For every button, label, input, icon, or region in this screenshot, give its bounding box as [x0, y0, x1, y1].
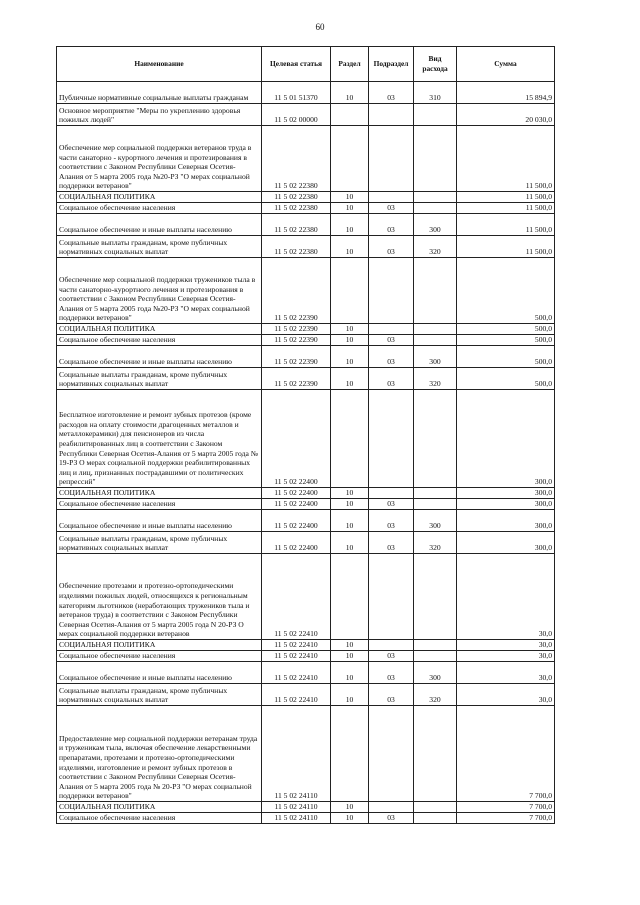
row-target-article: 11 5 02 22410 — [262, 662, 331, 684]
row-subsection — [369, 554, 414, 640]
row-target-article: 11 5 02 24110 — [262, 813, 331, 824]
table-row — [57, 368, 555, 390]
row-subsection: 03 — [369, 662, 414, 684]
table-row — [57, 390, 555, 488]
row-subsection — [369, 324, 414, 335]
row-name: Публичные нормативные социальные выплаты гражданам — [57, 82, 262, 104]
header-expense-type: Вид расхода — [414, 47, 457, 82]
row-subsection — [369, 706, 414, 802]
row-amount: 11 500,0 — [457, 214, 555, 236]
row-expense-type — [414, 104, 457, 126]
row-target-article: 11 5 02 00000 — [262, 104, 331, 126]
row-subsection: 03 — [369, 82, 414, 104]
row-name: СОЦИАЛЬНАЯ ПОЛИТИКА — [57, 324, 262, 335]
row-expense-type — [414, 390, 457, 488]
row-subsection: 03 — [369, 813, 414, 824]
row-target-article: 11 5 02 24110 — [262, 802, 331, 813]
row-name: Социальное обеспечение населения — [57, 335, 262, 346]
row-amount: 500,0 — [457, 368, 555, 390]
row-amount: 11 500,0 — [457, 126, 555, 192]
table-row — [57, 82, 555, 104]
row-amount: 300,0 — [457, 390, 555, 488]
row-expense-type — [414, 126, 457, 192]
row-amount: 11 500,0 — [457, 192, 555, 203]
row-subsection: 03 — [369, 368, 414, 390]
row-amount: 7 700,0 — [457, 813, 555, 824]
row-expense-type: 300 — [414, 510, 457, 532]
row-expense-type — [414, 640, 457, 651]
row-subsection: 03 — [369, 236, 414, 258]
row-subsection: 03 — [369, 510, 414, 532]
row-name: СОЦИАЛЬНАЯ ПОЛИТИКА — [57, 488, 262, 499]
budget-table — [56, 46, 555, 824]
row-amount: 300,0 — [457, 488, 555, 499]
row-section — [331, 554, 369, 640]
row-name: СОЦИАЛЬНАЯ ПОЛИТИКА — [57, 640, 262, 651]
row-subsection: 03 — [369, 499, 414, 510]
row-amount: 500,0 — [457, 258, 555, 324]
row-target-article: 11 5 02 22400 — [262, 488, 331, 499]
row-section — [331, 126, 369, 192]
row-amount: 500,0 — [457, 335, 555, 346]
row-name: Социальное обеспечение населения — [57, 813, 262, 824]
table-row — [57, 499, 555, 510]
table-row — [57, 706, 555, 802]
table-body — [57, 82, 555, 824]
row-section: 10 — [331, 324, 369, 335]
row-subsection — [369, 640, 414, 651]
row-name: Социальные выплаты гражданам, кроме публичных нормативных социальных выплат — [57, 236, 262, 258]
row-section: 10 — [331, 82, 369, 104]
table-row — [57, 346, 555, 368]
row-subsection: 03 — [369, 335, 414, 346]
row-target-article: 11 5 02 22380 — [262, 236, 331, 258]
row-name: Социальное обеспечение населения — [57, 651, 262, 662]
table-row — [57, 802, 555, 813]
row-name: Социальное обеспечение и иные выплаты населению — [57, 346, 262, 368]
table-row — [57, 488, 555, 499]
row-expense-type: 310 — [414, 82, 457, 104]
table-row — [57, 554, 555, 640]
row-target-article: 11 5 02 22380 — [262, 192, 331, 203]
header-amount: Сумма — [457, 47, 555, 82]
row-target-article: 11 5 02 22380 — [262, 214, 331, 236]
row-target-article: 11 5 02 24110 — [262, 706, 331, 802]
row-target-article: 11 5 02 22390 — [262, 346, 331, 368]
table-row — [57, 236, 555, 258]
row-name: Социальные выплаты гражданам, кроме публичных нормативных социальных выплат — [57, 532, 262, 554]
row-subsection: 03 — [369, 651, 414, 662]
row-subsection — [369, 192, 414, 203]
row-name: Социальные выплаты гражданам, кроме публичных нормативных социальных выплат — [57, 684, 262, 706]
row-target-article: 11 5 02 22390 — [262, 335, 331, 346]
row-section: 10 — [331, 368, 369, 390]
row-expense-type: 320 — [414, 368, 457, 390]
row-section: 10 — [331, 640, 369, 651]
table-row — [57, 192, 555, 203]
row-expense-type: 320 — [414, 236, 457, 258]
row-section — [331, 104, 369, 126]
row-amount: 11 500,0 — [457, 236, 555, 258]
row-amount: 11 500,0 — [457, 203, 555, 214]
table-row — [57, 126, 555, 192]
row-section: 10 — [331, 192, 369, 203]
row-name: Социальное обеспечение и иные выплаты населению — [57, 510, 262, 532]
row-expense-type — [414, 706, 457, 802]
header-section: Раздел — [331, 47, 369, 82]
row-subsection — [369, 126, 414, 192]
row-section — [331, 390, 369, 488]
table-row — [57, 684, 555, 706]
row-expense-type: 300 — [414, 214, 457, 236]
row-section: 10 — [331, 346, 369, 368]
row-subsection — [369, 258, 414, 324]
row-expense-type: 320 — [414, 532, 457, 554]
row-name: Бесплатное изготовление и ремонт зубных протезов (кроме расходов на оплату стоимости драгоценных металлов и металлокерамики) для пенсионеров из числа реабилитированных лиц в соответствии с Законом Республики Северная Осетия-Алания от 5 марта 2005 года № 19-РЗ О мерах социальной поддержки реабилитированных лиц и лиц, признанных пострадавшими от политических репрессий" — [57, 390, 262, 488]
row-expense-type — [414, 488, 457, 499]
row-section: 10 — [331, 499, 369, 510]
row-section: 10 — [331, 203, 369, 214]
row-name: Основное мероприятие "Меры по укреплению здоровья пожилых людей" — [57, 104, 262, 126]
row-subsection — [369, 390, 414, 488]
row-name: СОЦИАЛЬНАЯ ПОЛИТИКА — [57, 802, 262, 813]
row-target-article: 11 5 02 22380 — [262, 126, 331, 192]
table-row — [57, 510, 555, 532]
table-row — [57, 214, 555, 236]
row-subsection — [369, 104, 414, 126]
row-amount: 300,0 — [457, 510, 555, 532]
header-name: Наименование — [57, 47, 262, 82]
row-section: 10 — [331, 236, 369, 258]
row-target-article: 11 5 02 22400 — [262, 510, 331, 532]
row-section: 10 — [331, 510, 369, 532]
row-expense-type — [414, 324, 457, 335]
row-section — [331, 258, 369, 324]
row-section: 10 — [331, 335, 369, 346]
row-section: 10 — [331, 532, 369, 554]
row-amount: 7 700,0 — [457, 802, 555, 813]
table-row — [57, 813, 555, 824]
row-name: Социальные выплаты гражданам, кроме публичных нормативных социальных выплат — [57, 368, 262, 390]
row-expense-type: 320 — [414, 684, 457, 706]
row-amount: 30,0 — [457, 662, 555, 684]
row-section — [331, 706, 369, 802]
row-expense-type — [414, 651, 457, 662]
table-header-row — [57, 47, 555, 82]
table-row — [57, 651, 555, 662]
row-expense-type — [414, 258, 457, 324]
table-row — [57, 104, 555, 126]
row-target-article: 11 5 02 22400 — [262, 499, 331, 510]
row-section: 10 — [331, 214, 369, 236]
row-amount: 300,0 — [457, 532, 555, 554]
row-amount: 30,0 — [457, 651, 555, 662]
row-target-article: 11 5 02 22400 — [262, 532, 331, 554]
row-subsection: 03 — [369, 532, 414, 554]
row-amount: 500,0 — [457, 324, 555, 335]
row-subsection: 03 — [369, 214, 414, 236]
row-section: 10 — [331, 684, 369, 706]
table-row — [57, 258, 555, 324]
row-expense-type — [414, 192, 457, 203]
row-target-article: 11 5 02 22380 — [262, 203, 331, 214]
row-expense-type — [414, 499, 457, 510]
page-number: 60 — [315, 22, 325, 32]
row-subsection: 03 — [369, 346, 414, 368]
row-amount: 500,0 — [457, 346, 555, 368]
row-name: Обеспечение мер социальной поддержки ветеранов труда в части санаторно - курортного лечения и протезирования в соответствии с Законом Республики Северная Осетия-Алания от 5 марта 2005 года №20-РЗ "О мерах социальной поддержки ветеранов" — [57, 126, 262, 192]
row-name: Социальное обеспечение населения — [57, 203, 262, 214]
row-amount: 20 030,0 — [457, 104, 555, 126]
row-subsection — [369, 802, 414, 813]
row-expense-type — [414, 802, 457, 813]
row-name: Обеспечение мер социальной поддержки тружеников тыла в части санаторно-курортного лечения и протезирования в соответствии с Законом Республики Северная Осетия-Алания от 5 марта 2005 года №20-РЗ "О мерах социальной поддержки ветеранов" — [57, 258, 262, 324]
row-expense-type — [414, 813, 457, 824]
row-expense-type: 300 — [414, 346, 457, 368]
row-expense-type — [414, 335, 457, 346]
row-target-article: 11 5 02 22410 — [262, 640, 331, 651]
row-section: 10 — [331, 651, 369, 662]
row-target-article: 11 5 02 22390 — [262, 368, 331, 390]
row-name: Предоставление мер социальной поддержки ветеранам труда и труженикам тыла, включая обеспечение лекарственными препаратами, протезами и протезно-ортопедическими изделиями, изготовление и ремонт зубных протезов в соответствии с Законом Республики Северная Осетия-Алания от 5 марта 2005 года № 20-РЗ "О мерах социальной поддержки ветеранов" — [57, 706, 262, 802]
row-target-article: 11 5 01 51370 — [262, 82, 331, 104]
row-subsection — [369, 488, 414, 499]
row-expense-type: 300 — [414, 662, 457, 684]
row-target-article: 11 5 02 22400 — [262, 390, 331, 488]
table-row — [57, 662, 555, 684]
row-section: 10 — [331, 488, 369, 499]
row-amount: 15 894,9 — [457, 82, 555, 104]
table-row — [57, 324, 555, 335]
row-subsection: 03 — [369, 684, 414, 706]
row-amount: 30,0 — [457, 640, 555, 651]
header-target-article: Целевая статья — [262, 47, 331, 82]
table-row — [57, 203, 555, 214]
row-target-article: 11 5 02 22390 — [262, 324, 331, 335]
row-target-article: 11 5 02 22410 — [262, 684, 331, 706]
row-target-article: 11 5 02 22410 — [262, 554, 331, 640]
row-name: СОЦИАЛЬНАЯ ПОЛИТИКА — [57, 192, 262, 203]
row-amount: 30,0 — [457, 554, 555, 640]
table-row — [57, 335, 555, 346]
row-target-article: 11 5 02 22390 — [262, 258, 331, 324]
row-name: Социальное обеспечение и иные выплаты населению — [57, 662, 262, 684]
row-target-article: 11 5 02 22410 — [262, 651, 331, 662]
row-expense-type — [414, 203, 457, 214]
row-subsection: 03 — [369, 203, 414, 214]
row-name: Социальное обеспечение населения — [57, 499, 262, 510]
table-row — [57, 640, 555, 651]
row-name: Социальное обеспечение и иные выплаты населению — [57, 214, 262, 236]
row-section: 10 — [331, 662, 369, 684]
table-row — [57, 532, 555, 554]
row-amount: 7 700,0 — [457, 706, 555, 802]
header-subsection: Подраздел — [369, 47, 414, 82]
row-section: 10 — [331, 802, 369, 813]
row-amount: 30,0 — [457, 684, 555, 706]
row-expense-type — [414, 554, 457, 640]
row-amount: 300,0 — [457, 499, 555, 510]
row-name: Обеспечение протезами и протезно-ортопедическими изделиями пожилых людей, относящихся к региональным категориям льготников (неработающих тружеников тыла и ветеранов труда) в соответствии с Законом Республики Северная Осетия-Алания от 5 марта 2005 года N 20-РЗ О мерах социальной поддержки ветеранов — [57, 554, 262, 640]
row-section: 10 — [331, 813, 369, 824]
